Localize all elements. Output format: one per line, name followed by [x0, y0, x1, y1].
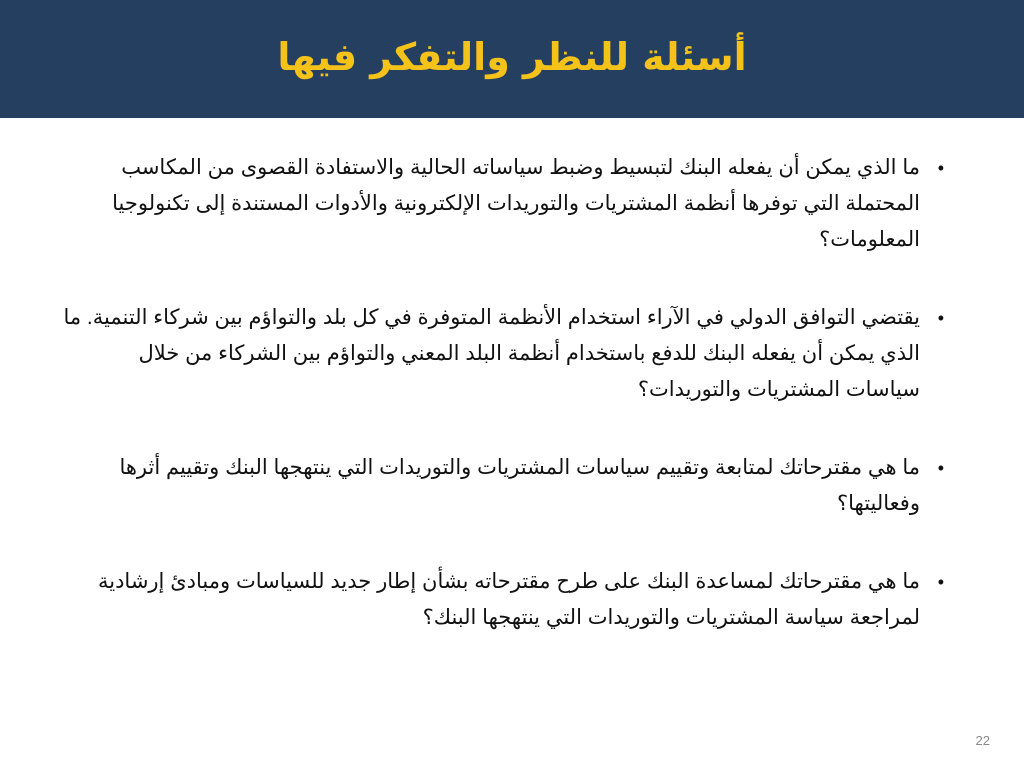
bullet-text: ما الذي يمكن أن يفعله البنك لتبسيط وضبط سياساته الحالية والاستفادة القصوى من المكاسب المحتملة التي توفرها أنظمة المشتريات والتوريدات الإلكترونية والأدوات المستندة إلى تكنولوجيا المعلومات؟ [112, 156, 920, 251]
title-bar [0, 0, 1024, 118]
bullet-icon: • [937, 158, 944, 178]
bullet-text: ما هي مقترحاتك لمتابعة وتقييم سياسات المشتريات والتوريدات التي ينتهجها البنك وتقييم أثرها وفعاليتها؟ [119, 456, 920, 515]
page-number: 22 [975, 733, 990, 748]
bullet-icon: • [937, 308, 944, 328]
bullet-item [60, 150, 944, 258]
slide-title: أسئلة للنظر والتفكر فيها [277, 35, 747, 79]
bullet-item [60, 450, 944, 522]
bullet-icon: • [937, 572, 944, 592]
bullet-item [60, 564, 944, 636]
bullet-icon: • [937, 458, 944, 478]
bullet-list [60, 150, 944, 678]
bullet-item [60, 300, 944, 408]
bullet-text: ما هي مقترحاتك لمساعدة البنك على طرح مقترحاته بشأن إطار جديد للسياسات ومبادئ إرشادية لمراجعة سياسة المشتريات والتوريدات التي ينتهجها البنك؟ [97, 570, 920, 629]
bullet-text: يقتضي التوافق الدولي في الآراء استخدام الأنظمة المتوفرة في كل بلد والتواؤم بين شركاء التنمية. ما الذي يمكن أن يفعله البنك للدفع باستخدام أنظمة البلد المعني والتواؤم بين الشركاء من خلال سياسات المشتريات والتوريدات؟ [63, 306, 920, 401]
